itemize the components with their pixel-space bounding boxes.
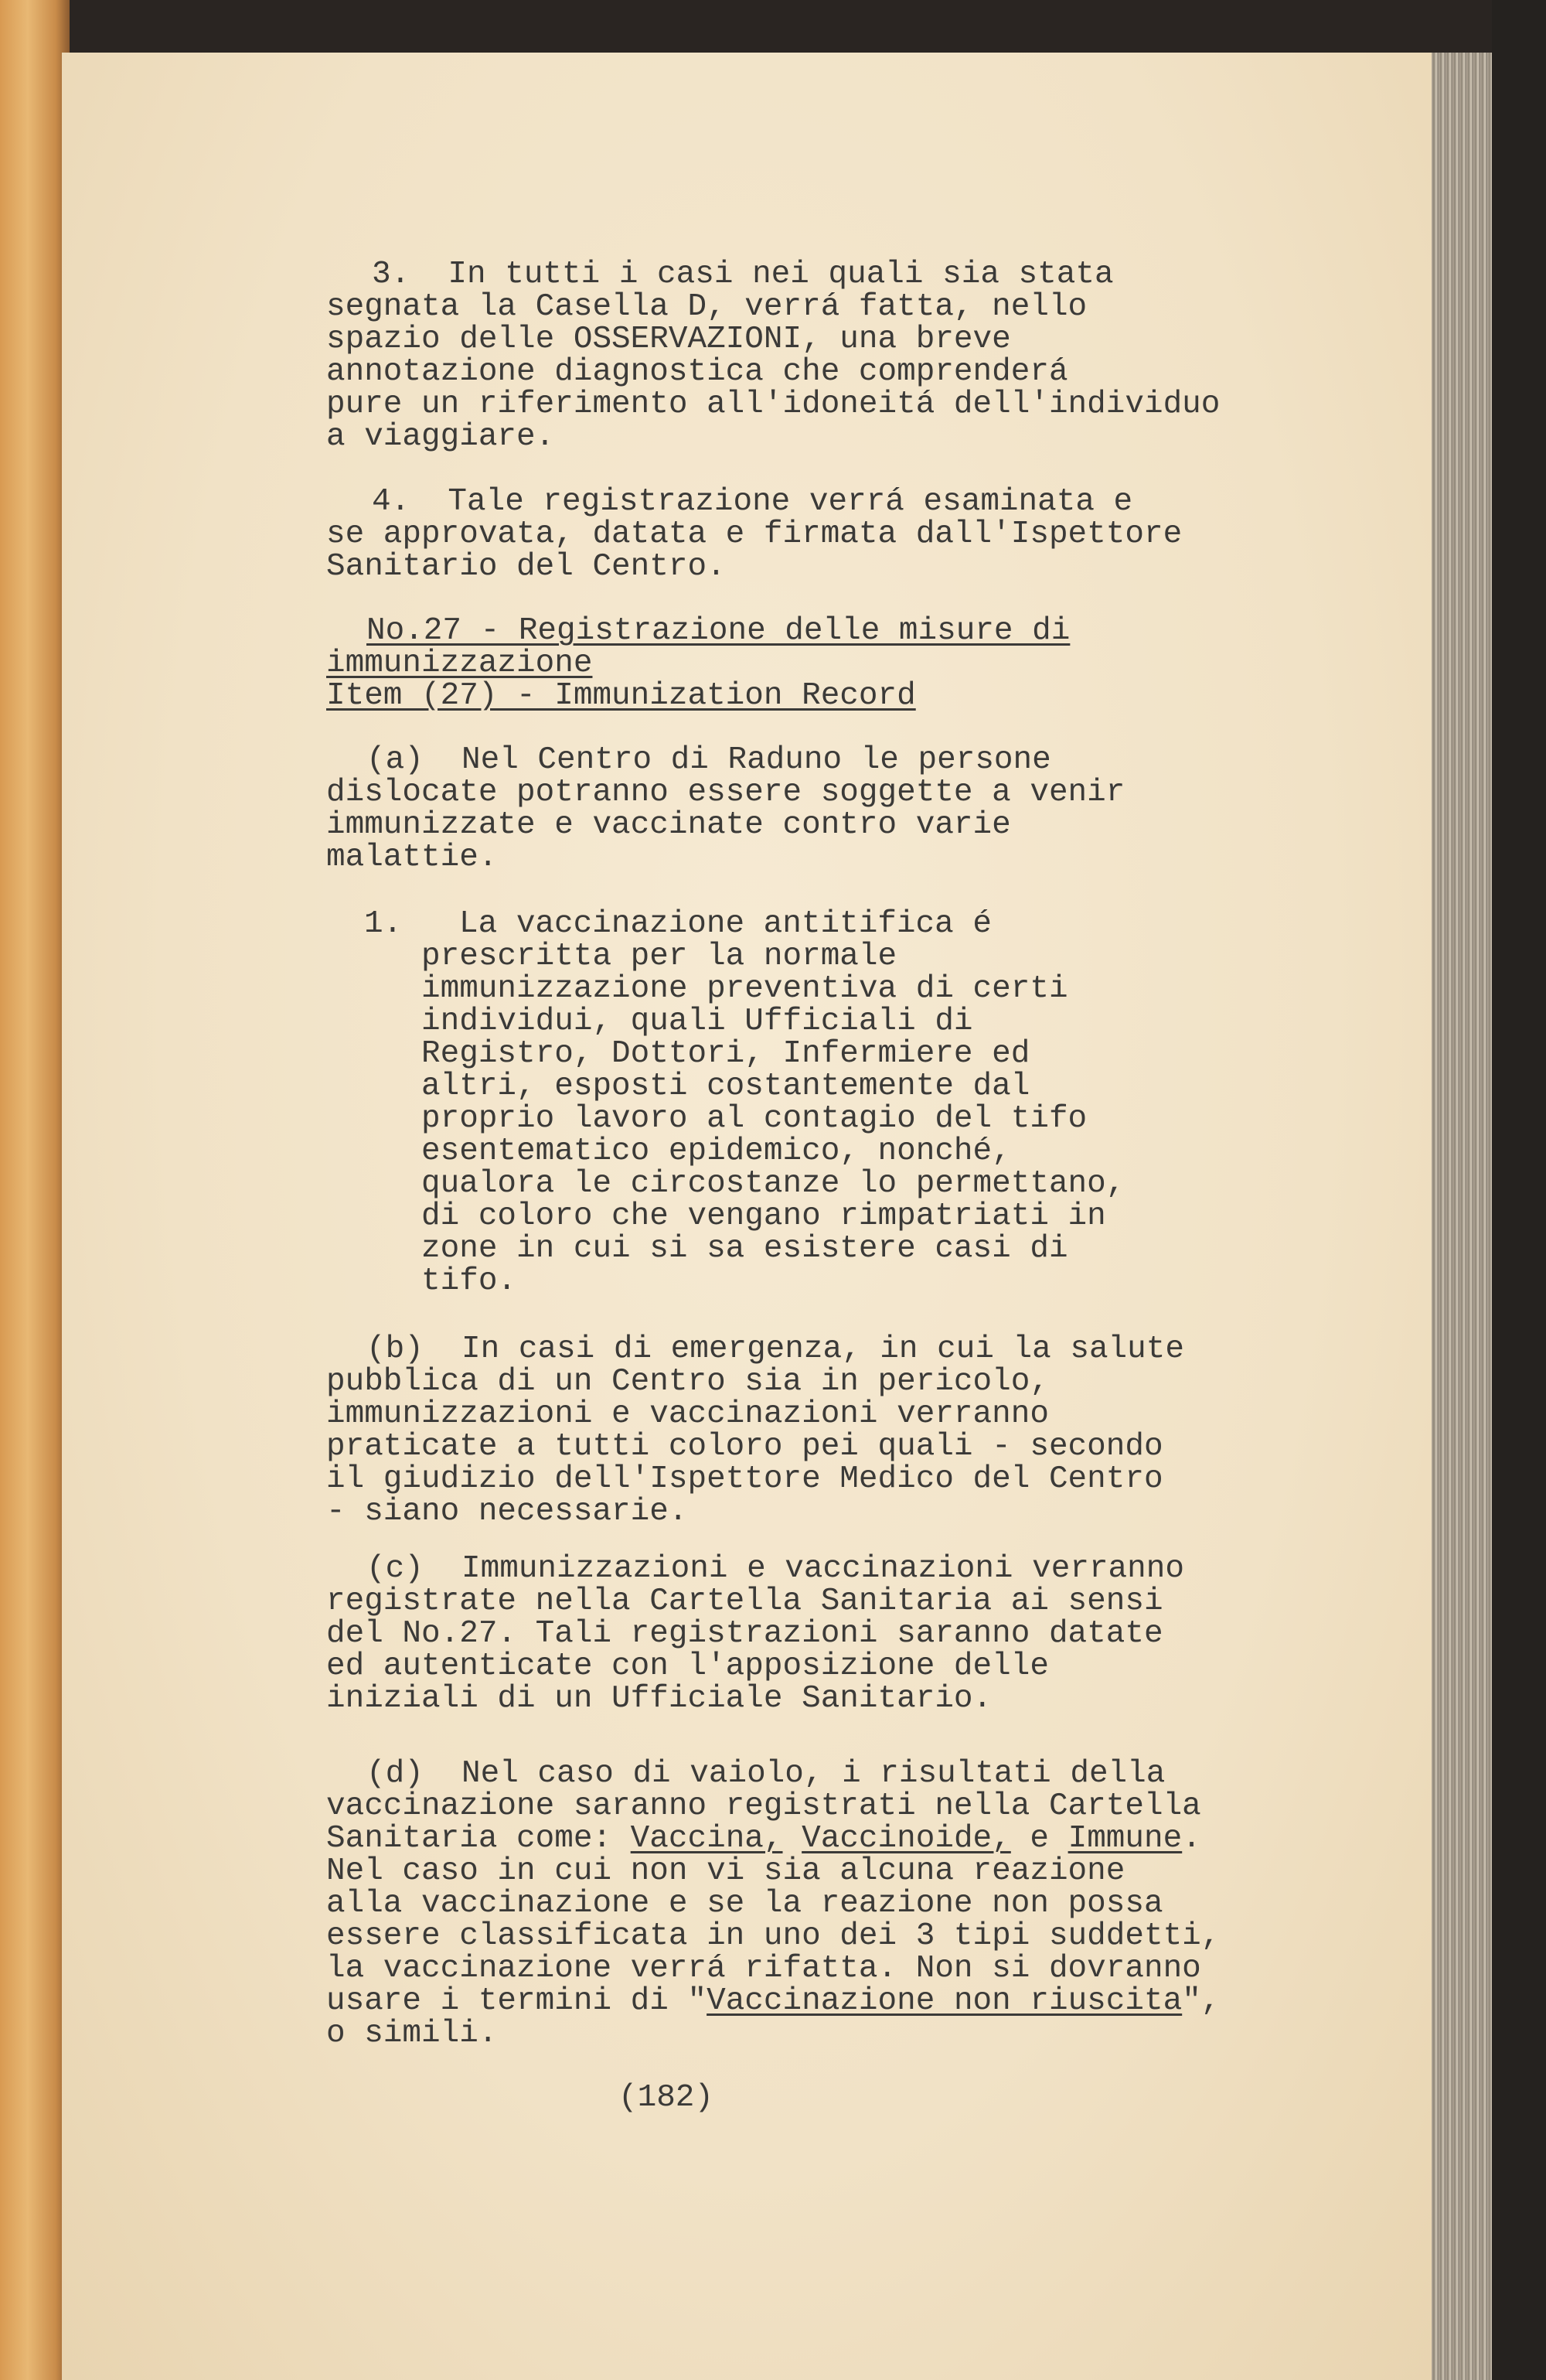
text-line [326,1650,1184,1683]
text-segment: (b) In casi di emergenza, in cui la salute [366,1332,1184,1367]
text-segment: a viaggiare. [326,419,555,455]
text-line [326,776,1125,809]
text-segment: vaccinazione saranno registrati nella Cartella [326,1788,1201,1824]
text-line [326,680,1070,712]
text-line [326,1038,1125,1070]
text-segment: pubblica di un Centro sia in pericolo, [326,1364,1049,1400]
text-segment: pure un riferimento all'idoneitá dell'individuo [326,387,1221,422]
text-line [326,908,1125,940]
text-segment: (a) Nel Centro di Raduno le persone [366,742,1051,778]
page-number: (182) [618,2080,714,2116]
text-line [326,1233,1125,1265]
text-line [326,1855,1220,1887]
text-line [326,291,1220,323]
text-segment: iniziali di un Ufficiale Sanitario. [326,1681,993,1717]
para-a [326,744,1125,874]
text-segment: se approvata, datata e firmata dall'Ispettore [326,517,1183,552]
text-line [326,518,1182,551]
scan-background-right [1492,0,1546,2380]
text-line [326,841,1125,874]
underlined-text: immunizzazione [326,646,593,681]
text-line [326,1333,1184,1366]
text-segment: altri, esposti costantemente dal [326,1069,1030,1104]
text-line [326,1265,1125,1297]
text-segment: ed autenticate con l'apposizione delle [326,1649,1049,1684]
text-segment: usare i termini di " [326,1983,707,2019]
text-line [326,1887,1220,1920]
facing-page-edge [0,0,70,2380]
text-segment: Nel caso in cui non vi sia alcuna reazione [326,1853,1125,1889]
text-line [326,323,1220,356]
text-segment: alla vaccinazione e se la reazione non possa [326,1886,1163,1921]
text-segment: malattie. [326,840,498,875]
text-line [326,1366,1184,1398]
text-segment: spazio delle OSSERVAZIONI, una breve [326,322,1011,357]
text-segment: proprio lavoro al contagio del tifo [326,1101,1088,1137]
text-line [326,1135,1125,1168]
text-line [326,1005,1125,1038]
text-segment: zone in cui si sa esistere casi di [326,1231,1068,1267]
underlined-text: Vaccina, [630,1821,783,1857]
text-segment: Sanitario del Centro. [326,549,726,585]
text-segment: annotazione diagnostica che comprenderá [326,354,1068,390]
text-line [326,1168,1125,1200]
para-4 [326,486,1182,583]
text-line [326,1952,1220,1985]
text-segment: essere classificata in uno dei 3 tipi suddetti, [326,1918,1221,1954]
text-segment: la vaccinazione verrá rifatta. Non si dovranno [326,1951,1201,1986]
text-line [326,551,1182,583]
text-line [326,1200,1125,1233]
text-segment: o simili. [326,2016,498,2051]
text-segment: praticate a tutti coloro pei quali - secondo [326,1429,1163,1464]
text-segment: - siano necessarie. [326,1494,688,1529]
text-segment: 3. In tutti i casi nei quali sia stata [372,257,1114,292]
text-line [326,1070,1125,1103]
text-segment: registrate nella Cartella Sanitaria ai sensi [326,1584,1163,1619]
text-segment: (d) Nel caso di vaiolo, i risultati della [366,1756,1166,1792]
text-segment: 1. La vaccinazione antitifica é [364,906,992,942]
text-segment: e [1010,1821,1068,1857]
text-segment: qualora le circostanze lo permettano, [326,1166,1125,1202]
text-line [326,258,1220,291]
text-segment: segnata la Casella D, verrá fatta, nello [326,289,1088,325]
text-line [326,1823,1220,1855]
para-c [326,1553,1184,1715]
underlined-text: Immune [1068,1821,1183,1857]
text-line [326,1398,1184,1430]
text-line [326,1553,1184,1585]
text-line [326,809,1125,841]
text-line [326,421,1220,453]
text-line [326,647,1070,680]
underlined-text: Item (27) - Immunization Record [326,678,916,714]
text-line [326,2017,1220,2050]
text-segment: dislocate potranno essere soggette a venir [326,775,1125,810]
text-segment: Sanitaria come: [326,1821,631,1857]
para-b [326,1333,1184,1528]
text-line [326,615,1070,647]
text-line [326,388,1220,421]
underlined-text: Vaccinoide, [802,1821,1011,1857]
text-line [326,1758,1220,1790]
text-line [326,1463,1184,1495]
text-line [326,1585,1184,1618]
text-line [326,1495,1184,1528]
text-segment: ", [1182,1983,1221,2019]
text-segment [783,1821,802,1857]
text-segment: Registro, Dottori, Infermiere ed [326,1036,1030,1072]
heading-item-27 [326,615,1070,712]
text-segment: esentematico epidemico, nonché, [326,1134,1011,1169]
text-segment: 4. Tale registrazione verrá esaminata e [372,484,1133,520]
text-line [326,940,1125,973]
underlined-text: Vaccinazione non riuscita [707,1983,1183,2019]
underlined-text: No.27 - Registrazione delle misure di [366,613,1071,649]
para-d [326,1758,1220,2050]
text-line [326,973,1125,1005]
text-segment: immunizzazione preventiva di certi [326,971,1068,1007]
text-segment: (c) Immunizzazioni e vaccinazioni verranno [366,1551,1184,1587]
text-segment: immunizzate e vaccinate contro varie [326,807,1011,843]
text-line [326,1920,1220,1952]
text-segment: individui, quali Ufficiali di [326,1004,973,1039]
text-line [326,1618,1184,1650]
text-line [326,744,1125,776]
text-line [326,486,1182,518]
text-segment: prescritta per la normale [326,939,897,974]
page-stack-edge [1432,53,1492,2380]
text-segment: immunizzazioni e vaccinazioni verranno [326,1396,1049,1432]
para-3 [326,258,1220,453]
text-line [326,356,1220,388]
text-line [326,1430,1184,1463]
text-segment: tifo. [326,1263,517,1299]
text-segment: il giudizio dell'Ispettore Medico del Centro [326,1461,1163,1497]
para-a1 [326,908,1125,1297]
text-line [326,1790,1220,1823]
scan-background-top [0,0,1546,54]
text-line [326,1103,1125,1135]
text-segment: . [1182,1821,1201,1857]
text-line [326,1985,1220,2017]
text-segment: di coloro che vengano rimpatriati in [326,1199,1106,1234]
text-segment: del No.27. Tali registrazioni saranno datate [326,1616,1163,1652]
text-line [326,1683,1184,1715]
